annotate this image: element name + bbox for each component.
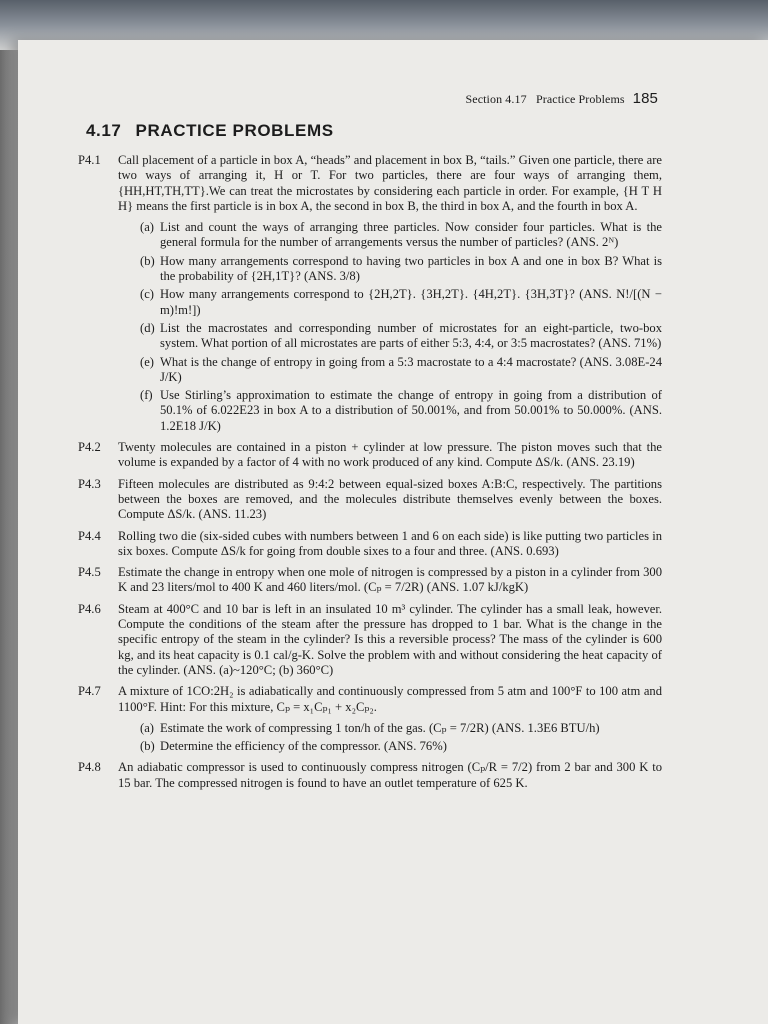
problem-text: Call placement of a particle in box A, “heads” and placement in box B, “tails.” Given one particle, there are two ways of arranging it, H or T. For two particles, there are four ways of arranging them, {HH,HT,TH,TT}.We can treat the microstates by considering each particle in order. For example, {H T H H} means the first particle is in box A, the second in box B, the third in box A, and the fourth in box A. <box>118 153 662 213</box>
subpart-text: How many arrangements correspond to having two particles in box A and one in box B? What is the probability of {2H,1T}? (ANS. 3/8) <box>160 253 662 284</box>
subpart-text: List and count the ways of arranging three particles. Now consider four particles. What is the general formula for the number of arrangements versus the number of particles? (ANS. 2ᴺ) <box>160 220 662 250</box>
subpart-b <box>140 739 662 754</box>
subparts-list <box>118 220 662 434</box>
page-number: 185 <box>632 90 658 107</box>
problem-label: P4.1 <box>78 153 101 167</box>
problem-p4-1 <box>78 153 662 434</box>
running-head-text: Section 4.17 Practice Problems <box>465 92 625 106</box>
problem-text: Estimate the change in entropy when one mole of nitrogen is compressed by a piston in a cylinder from 300 K and 23 liters/mol to 400 K and 460 liters/mol. (Cₚ = 7/2R) (ANS. 1.07 kJ/kgK) <box>118 565 662 595</box>
subpart-d <box>140 321 662 352</box>
section-title <box>86 121 334 141</box>
problem-p4-8 <box>78 760 662 791</box>
problem-label: P4.5 <box>78 565 101 580</box>
subpart-label: (d) <box>140 320 155 335</box>
problem-label: P4.7 <box>78 684 101 699</box>
subpart-text: Estimate the work of compressing 1 ton/h of the gas. (Cₚ = 7/2R) (ANS. 1.3E6 BTU/h) <box>160 720 600 735</box>
problem-text: A mixture of 1CO:2H₂ is adiabatically and continuously compressed from 5 atm and 100°F to 100 atm and 1100°F. Hint: For this mixture, Cₚ = x₁Cₚ₁ + x₂Cₚ₂. <box>118 684 662 714</box>
subpart-e <box>140 355 662 386</box>
subpart-text: Use Stirling’s approximation to estimate the change of entropy in going from a distribution of 50.1% of 6.022E23 in box A to a distribution of 50.001%, and from 50.001% to 50.000%. (ANS. 1.2E18 J/K) <box>160 388 662 433</box>
subpart-label: (a) <box>140 720 154 735</box>
problem-text: Steam at 400°C and 10 bar is left in an insulated 10 m³ cylinder. The cylinder has a small leak, however. Compute the conditions of the steam after the pressure has dropped to 1 bar. What is the change in the specific entropy of the steam in the cylinder? Is this a reversible process? The mass of the cylinder is 600 kg, and its heat capacity is 0.1 cal/g-K. Solve the problem with and without considering the heat capacity of the cylinder. (ANS. (a)~120°C; (b) 360°C) <box>118 601 662 677</box>
subpart-a <box>140 220 662 251</box>
problem-text: Fifteen molecules are distributed as 9:4:2 between equal-sized boxes A:B:C, respectively. The partitions between the boxes are removed, and the molecules distribute themselves evenly between the boxes. Compute ΔS/k. (ANS. 11.23) <box>118 476 662 522</box>
problems-list <box>78 153 662 797</box>
problem-p4-7 <box>78 684 662 754</box>
subpart-label: (c) <box>140 287 154 302</box>
problem-p4-5 <box>78 565 662 596</box>
problem-p4-6 <box>78 602 662 678</box>
problem-label: P4.3 <box>78 476 101 491</box>
subpart-text: Determine the efficiency of the compressor. (ANS. 76%) <box>160 739 447 754</box>
problem-label: P4.2 <box>78 440 101 455</box>
problem-text: Twenty molecules are contained in a piston + cylinder at low pressure. The piston moves such that the volume is expanded by a factor of 4 with no work produced of any kind. Compute ΔS/k. (ANS. 23.19) <box>118 440 662 470</box>
problem-p4-2 <box>78 440 662 471</box>
problem-p4-3 <box>78 477 662 523</box>
subpart-b <box>140 254 662 285</box>
problem-text: An adiabatic compressor is used to continuously compress nitrogen (Cₚ/R = 7/2) from 2 bar and 300 K to 15 bar. The compressed nitrogen is found to have an outlet temperature of 625 K. <box>118 760 662 790</box>
subpart-label: (f) <box>140 388 153 403</box>
subpart-label: (b) <box>140 739 155 754</box>
problem-label: P4.4 <box>78 528 101 543</box>
running-head <box>18 90 658 107</box>
problem-text: Rolling two die (six-sided cubes with numbers between 1 and 6 on each side) is like putting two particles in six boxes. Compute ΔS/k for going from double sixes to a four and three. (ANS. 0.693) <box>118 528 662 558</box>
subpart-text: List the macrostates and corresponding number of microstates for an eight-particle, two-box system. What portion of all microstates are parts of either 5:3, 4:4, or 3:5 macrostates? (ANS. 71%) <box>160 320 662 351</box>
section-title-text: PRACTICE PROBLEMS <box>135 121 334 140</box>
subpart-label: (e) <box>140 354 154 369</box>
subpart-label: (b) <box>140 253 155 268</box>
problem-label: P4.8 <box>78 760 101 775</box>
subpart-c <box>140 287 662 318</box>
subparts-list <box>118 721 662 755</box>
problem-label: P4.6 <box>78 601 101 616</box>
subpart-a <box>140 721 662 736</box>
subpart-label: (a) <box>140 220 154 235</box>
subpart-text: How many arrangements correspond to {2H,2T}. {3H,2T}. {4H,2T}. {3H,3T}? (ANS. N!/[(N − m)!m!]) <box>160 287 662 317</box>
subpart-f <box>140 388 662 434</box>
section-number: 4.17 <box>86 121 122 140</box>
problem-p4-4 <box>78 529 662 560</box>
book-page <box>18 40 768 1024</box>
subpart-text: What is the change of entropy in going from a 5:3 macrostate to a 4:4 macrostate? (ANS. 3.08E-24 J/K) <box>160 354 662 384</box>
